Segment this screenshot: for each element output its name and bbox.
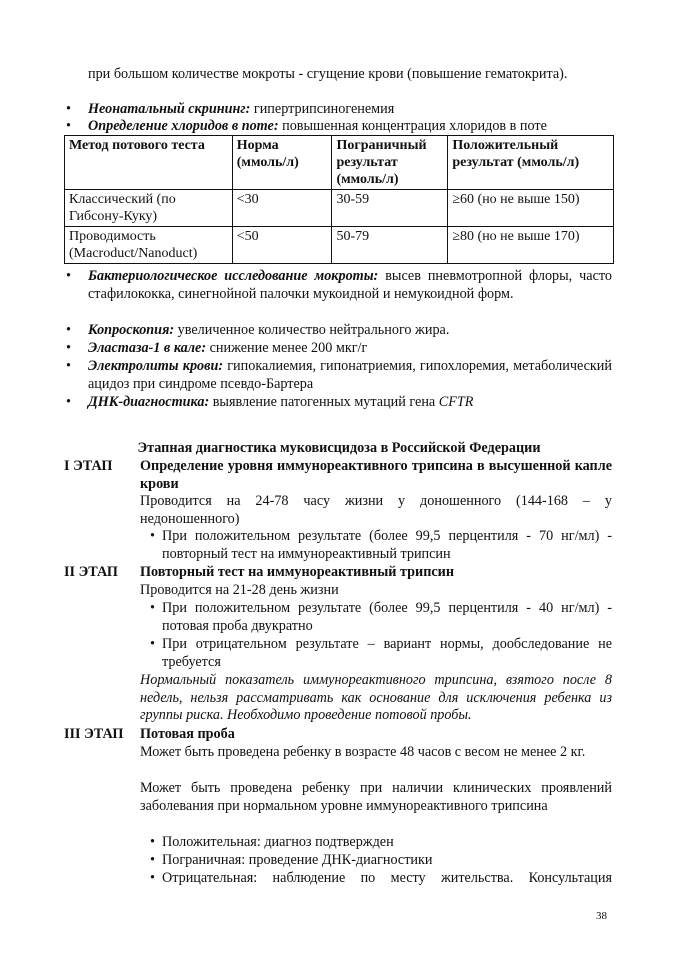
stage-1-label: I ЭТАП	[64, 458, 113, 474]
table-cell: 50-79	[332, 227, 448, 264]
stage-1-bullet: При положительном результате (более 99,5 перцентиля - 70 нг/мл) - повторный тест на иммунореактивный трипсин	[162, 528, 612, 562]
bullet-marker: •	[150, 600, 155, 616]
stage-1-title: Определение уровня иммунореактивного трипсина в высушенной капле крови	[140, 458, 612, 492]
stage-3-text-1: Может быть проведена ребенку в возрасте 48 часов с весом не менее 2 кг.	[140, 744, 586, 760]
bullet-marker: •	[66, 268, 71, 284]
stage-3-label: III ЭТАП	[64, 726, 124, 742]
bullet-marker: •	[66, 340, 71, 356]
table-cell: ≥60 (но не выше 150)	[448, 190, 614, 227]
bullet-marker: •	[66, 394, 71, 410]
bullet-marker: •	[66, 358, 71, 374]
section-title: Этапная диагностика муковисцидоза в Российской Федерации	[137, 440, 541, 456]
table-cell: Проводимость (Macroduct/Nanoduct)	[65, 227, 233, 264]
stage-3-bullet: Положительная: диагноз подтвержден	[162, 834, 394, 850]
bullet-marker: •	[150, 852, 155, 868]
table-header-cell: Норма (ммоль/л)	[232, 136, 332, 190]
sweat-test-table	[64, 135, 614, 264]
stage-3-bullet: Отрицательная: наблюдение по месту жительства. Консультация	[162, 870, 612, 886]
bullet-marker: •	[150, 528, 155, 544]
table-cell: 30-59	[332, 190, 448, 227]
stage-2-label: II ЭТАП	[64, 564, 118, 580]
stage-2-title: Повторный тест на иммунореактивный трипсин	[140, 564, 455, 580]
stage-2-bullet: При отрицательном результате – вариант нормы, дообследование не требуется	[162, 636, 612, 670]
table-row	[65, 190, 614, 227]
bullet-blood-electrolytes: Электролиты крови: гипокалиемия, гипонатриемия, гипохлоремия, метаболический ацидоз при синдроме псевдо-Бартера	[88, 358, 612, 392]
bullet-marker: •	[150, 870, 155, 886]
table-cell: <50	[232, 227, 332, 264]
bullet-sputum-bacteriology: Бактериологическое исследование мокроты: высев пневмотропной флоры, часто стафилококка, синегнойной палочки мукоидной и немукоидной форм.	[88, 268, 612, 302]
table-header-row	[65, 136, 614, 190]
stage-1-text: Проводится на 24-78 часу жизни у доношенного (144-168 – у недоношенного)	[140, 493, 612, 527]
bullet-neonatal-screening: Неонатальный скрининг: гипертрипсиногенемия	[88, 101, 395, 117]
table-cell: <30	[232, 190, 332, 227]
stage-2-note: Нормальный показатель иммунореактивного трипсина, взятого после 8 недель, нельзя рассматривать как основание для исключения ребенка из группы риска. Необходимо проведение потовой пробы.	[140, 672, 612, 723]
table-header-cell: Пограничный результат (ммоль/л)	[332, 136, 448, 190]
table-header-cell: Метод потового теста	[65, 136, 233, 190]
table-header-cell: Положительный результат (ммоль/л)	[448, 136, 614, 190]
stage-3-text-2: Может быть проведена ребенку при наличии клинических проявлений заболевания при нормальном уровне иммунореактивного трипсина	[140, 780, 612, 814]
stage-3-title: Потовая проба	[140, 726, 235, 742]
stage-3-bullet: Пограничная: проведение ДНК-диагностики	[162, 852, 433, 868]
bullet-elastase: Эластаза-1 в кале: снижение менее 200 мкг/г	[88, 340, 368, 356]
intro-paragraph: при большом количестве мокроты - сгущение крови (повышение гематокрита).	[88, 66, 568, 82]
bullet-marker: •	[66, 118, 71, 134]
table-row	[65, 227, 614, 264]
bullet-marker: •	[66, 101, 71, 117]
table-cell: ≥80 (но не выше 170)	[448, 227, 614, 264]
bullet-dna-diagnostics: ДНК-диагностика: выявление патогенных мутаций гена CFTR	[88, 394, 474, 410]
page-number: 38	[596, 910, 607, 922]
bullet-marker: •	[150, 834, 155, 850]
table-cell: Классический (по Гибсону-Куку)	[65, 190, 233, 227]
stage-2-text: Проводится на 21-28 день жизни	[140, 582, 339, 598]
bullet-sweat-chloride: Определение хлоридов в поте: повышенная концентрация хлоридов в поте	[88, 118, 547, 134]
bullet-coproscopy: Копроскопия: увеличенное количество нейтрального жира.	[88, 322, 450, 338]
stage-2-bullet: При положительном результате (более 99,5 перцентиля - 40 нг/мл) - потовая проба двукратно	[162, 600, 612, 634]
bullet-marker: •	[66, 322, 71, 338]
bullet-marker: •	[150, 636, 155, 652]
